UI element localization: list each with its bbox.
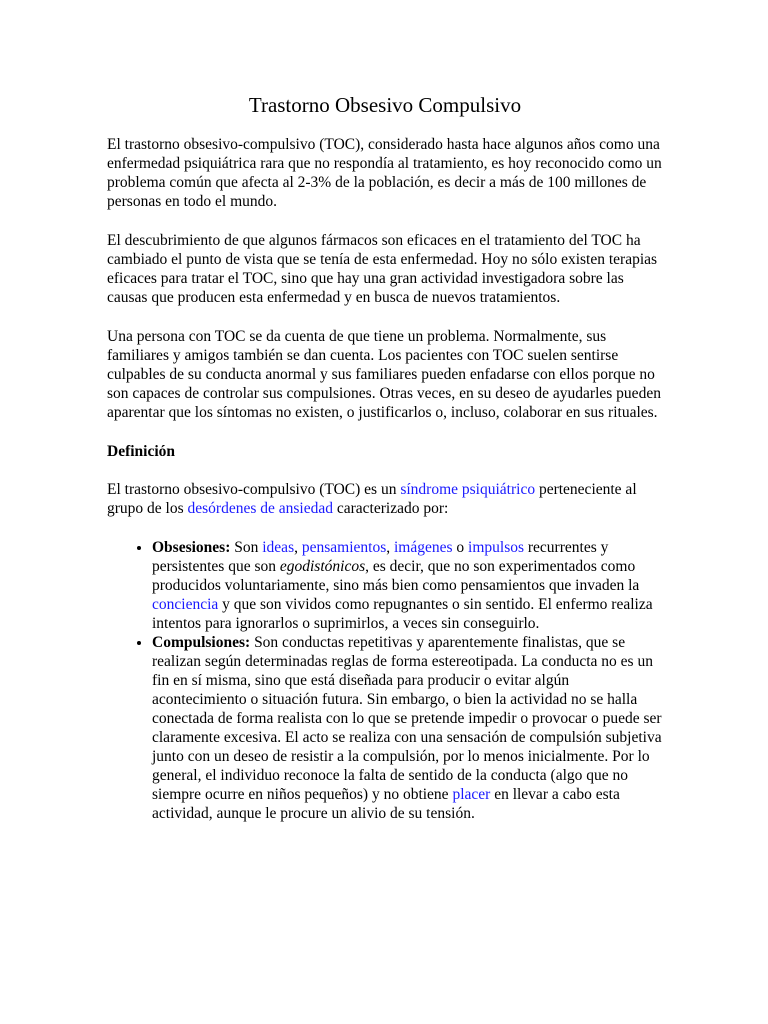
link-impulsos[interactable]: impulsos (468, 539, 525, 556)
text-run: , es decir, que no son experimentados como producidos voluntariamente, sino más bien como pensamientos que invaden la (152, 558, 640, 594)
term-label: Obsesiones: (152, 539, 231, 556)
section-heading-definicion: Definición (107, 443, 176, 460)
paragraph-discovery: El descubrimiento de que algunos fármacos son eficaces en el tratamiento del TOC ha cambiado el punto de vista que se tenía de esta enfermedad. Hoy no sólo existen terapias eficaces para tratar el TOC, sino que hay una gran actividad investigadora sobre las causas que producen esta enfermedad y en busca de nuevos tratamientos. (107, 232, 658, 306)
document-page (107, 92, 663, 823)
text-run: en llevar a cabo esta actividad, aunque le procure un alivio de su tensión. (152, 786, 620, 822)
text-run: o (452, 539, 469, 556)
definition-list (107, 538, 663, 823)
link-imagenes[interactable]: imágenes (393, 539, 453, 556)
text-run: , (294, 539, 302, 556)
link-conciencia[interactable]: conciencia (152, 596, 219, 613)
link-sindrome-psiquiatrico[interactable]: síndrome psiquiátrico (400, 481, 536, 498)
paragraph-patients: Una persona con TOC se da cuenta de que tiene un problema. Normalmente, sus familiares y amigos también se dan cuenta. Los pacientes con TOC suelen sentirse culpables de su conducta anormal y sus familiares pueden enfadarse con ellos porque no son capaces de controlar sus compulsiones. Otras veces, en su deseo de ayudarles pueden aparentar que los síntomas no existen, o justificarlos o, incluso, colaborar en sus rituales. (107, 328, 661, 421)
text-run: perteneciente al grupo de los (107, 481, 637, 517)
link-pensamientos[interactable]: pensamientos (301, 539, 387, 556)
link-placer[interactable]: placer (452, 786, 491, 803)
emphasis-egodistonicos: egodistónicos (279, 558, 366, 575)
text-run: caracterizado por: (333, 500, 449, 517)
text-run: Son conductas repetitivas y aparentemente finalistas, que se realizan según determinadas reglas de forma estereotipada. La conducta no es un fin en sí misma, sino que está diseñada para producir o evitar algún acontecimiento o situación futura. Sin embargo, o bien la actividad no se halla conectada de forma realista con lo que se pretende impedir o provocar o puede ser claramente excesiva. El acto se realiza con una sensación de compulsión subjetiva junto con un deseo de resistir a la compulsión, por lo menos inicialmente. Por lo general, el individuo reconoce la falta de sentido de la conducta (algo que no siempre ocurre en niños pequeños) y no obtiene (152, 634, 662, 803)
text-run: recurrentes y persistentes que son (152, 539, 609, 575)
link-ideas[interactable]: ideas (262, 539, 295, 556)
paragraph-definition (107, 480, 663, 518)
page-title: Trastorno Obsesivo Compulsivo (248, 93, 522, 117)
text-run: y que son vividos como repugnantes o sin sentido. El enfermo realiza intentos para ignorarlos o suprimirlos, a veces sin conseguirlo. (152, 596, 653, 632)
paragraph-intro: El trastorno obsesivo-compulsivo (TOC), considerado hasta hace algunos años como una enfermedad psiquiátrica rara que no respondía al tratamiento, es hoy reconocido como un problema común que afecta al 2-3% de la población, es decir a más de 100 millones de personas en todo el mundo. (107, 136, 662, 210)
list-item-obsesiones (152, 538, 663, 633)
link-desordenes-ansiedad[interactable]: desórdenes de ansiedad (187, 500, 333, 517)
list-item-compulsiones (152, 633, 663, 823)
text-run: Son (230, 539, 263, 556)
text-run: El trastorno obsesivo-compulsivo (TOC) es un (107, 481, 401, 498)
term-label: Compulsiones: (152, 634, 251, 651)
text-run: , (386, 539, 394, 556)
